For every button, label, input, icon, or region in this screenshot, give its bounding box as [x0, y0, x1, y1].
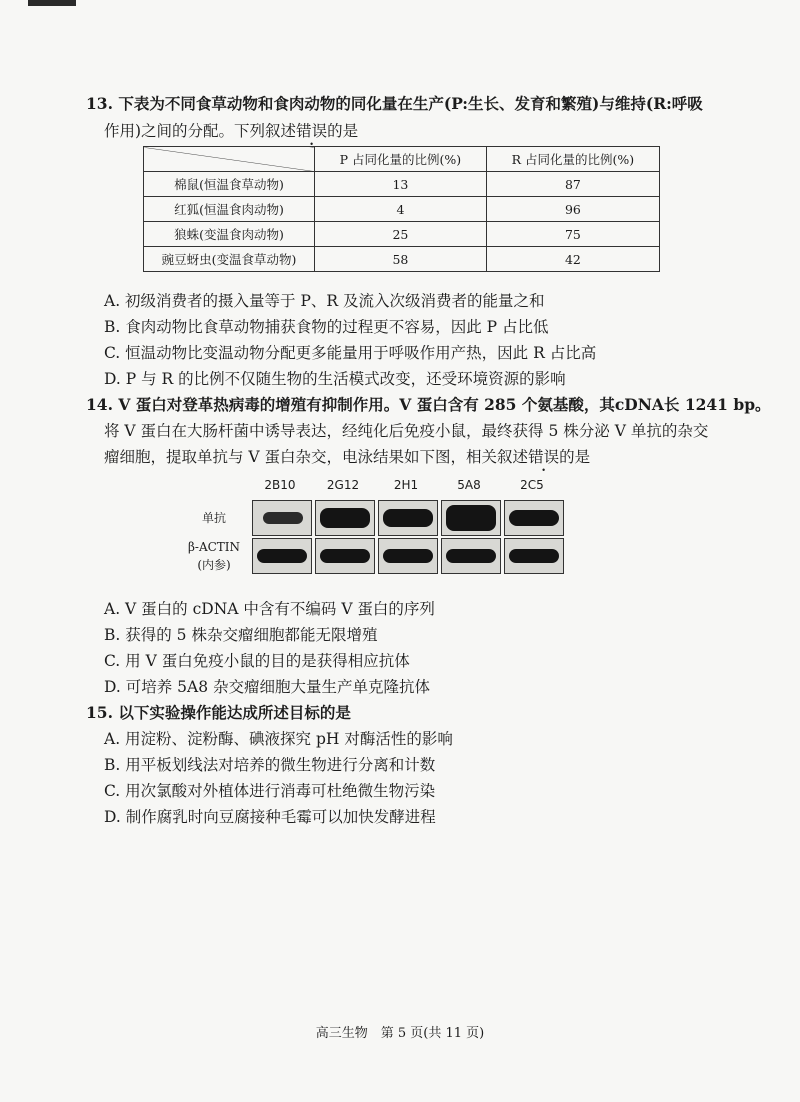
scan-corner-mark: [28, 0, 76, 6]
table-row: [144, 247, 660, 272]
q13-stem-line1: 13. 下表为不同食草动物和食肉动物的同化量在生产(P:生长、发育和繁殖)与维持(R:呼吸: [86, 94, 703, 113]
blot-band: [315, 500, 375, 536]
blot-band: [378, 500, 438, 536]
q15-option-c: C. 用次氯酸对外植体进行消毒可杜绝微生物污染: [104, 782, 436, 800]
blot-band: [378, 538, 438, 574]
blot-band: [441, 538, 501, 574]
table-cell-r: 42: [486, 247, 659, 272]
table-header-row: [144, 147, 660, 172]
q13-option-c: C. 恒温动物比变温动物分配更多能量用于呼吸作用产热，因此 R 占比高: [104, 344, 597, 362]
row-label-actin-note: (内参): [197, 558, 231, 572]
table-cell-r: 96: [486, 197, 659, 222]
page-footer: 高三生物 第 5 页(共 11 页): [315, 1026, 485, 1041]
q14-emphasis: 错误: [528, 448, 560, 466]
table-cell-p: 58: [315, 247, 487, 272]
table-header-r: R 占同化量的比例(%): [486, 147, 659, 172]
blot-band: [504, 500, 564, 536]
blot-band: [252, 538, 312, 574]
q14-option-d: D. 可培养 5A8 杂交瘤细胞大量生产单克隆抗体: [104, 678, 431, 696]
lane-label: 2H1: [393, 478, 419, 492]
table-cell-name: 红狐(恒温食肉动物): [144, 197, 315, 222]
table-cell-r: 75: [486, 222, 659, 247]
q14-option-b: B. 获得的 5 株杂交瘤细胞都能无限增殖: [104, 626, 378, 644]
q15-option-a: A. 用淀粉、淀粉酶、碘液探究 pH 对酶活性的影响: [104, 730, 453, 748]
table-cell-p: 25: [315, 222, 487, 247]
table-header-p: P 占同化量的比例(%): [315, 147, 487, 172]
table-row: [144, 172, 660, 197]
lane-label: 5A8: [457, 478, 481, 492]
blot-band: [504, 538, 564, 574]
q13-option-d: D. P 与 R 的比例不仅随生物的生活模式改变，还受环境资源的影响: [104, 370, 566, 388]
table-row: [144, 222, 660, 247]
q14-option-c: C. 用 V 蛋白免疫小鼠的目的是获得相应抗体: [104, 652, 410, 670]
table-cell-r: 87: [486, 172, 659, 197]
table-cell-p: 4: [315, 197, 487, 222]
lane-label: 2G12: [326, 478, 360, 492]
q13-emphasis: 错误: [296, 122, 328, 140]
table-cell-p: 13: [315, 172, 487, 197]
q14-stem-line3: 瘤细胞，提取单抗与 V 蛋白杂交，电泳结果如下图，相关叙述错误的是: [104, 448, 591, 466]
q13-option-a: A. 初级消费者的摄入量等于 P、R 及流入次级消费者的能量之和: [104, 292, 545, 310]
lane-label: 2C5: [520, 478, 544, 492]
q13-table: [143, 146, 660, 272]
blot-band: [441, 500, 501, 536]
q14-option-a: A. V 蛋白的 cDNA 中含有不编码 V 蛋白的序列: [104, 600, 435, 618]
table-row: [144, 197, 660, 222]
q13-option-b: B. 食肉动物比食草动物捕获食物的过程更不容易，因此 P 占比低: [104, 318, 549, 336]
table-cell-name: 豌豆蚜虫(变温食草动物): [144, 247, 315, 272]
q15-title: 15. 以下实验操作能达成所述目标的是: [86, 703, 351, 722]
lane-label: 2B10: [264, 478, 296, 492]
q14-stem-line2: 将 V 蛋白在大肠杆菌中诱导表达，经纯化后免疫小鼠，最终获得 5 株分泌 V 单抗的杂交: [104, 422, 709, 440]
blot-band: [315, 538, 375, 574]
q14-stem-line1: 14. V 蛋白对登革热病毒的增殖有抑制作用。V 蛋白含有 285 个氨基酸，其cDNA长 1241 bp。: [86, 395, 771, 414]
table-cell-name: 狼蛛(变温食肉动物): [144, 222, 315, 247]
blot-band: [252, 500, 312, 536]
q13-stem-line2: 作用)之间的分配。下列叙述错误的是: [104, 122, 359, 140]
q15-option-d: D. 制作腐乳时向豆腐接种毛霉可以加快发酵进程: [104, 808, 436, 826]
q15-option-b: B. 用平板划线法对培养的微生物进行分离和计数: [104, 756, 436, 774]
western-blot-figure: [187, 478, 590, 590]
table-cell-name: 棉鼠(恒温食草动物): [144, 172, 315, 197]
row-label-antibody: 单抗: [201, 511, 226, 525]
table-corner-cell: [144, 147, 315, 172]
row-label-actin: β-ACTIN: [187, 540, 241, 554]
